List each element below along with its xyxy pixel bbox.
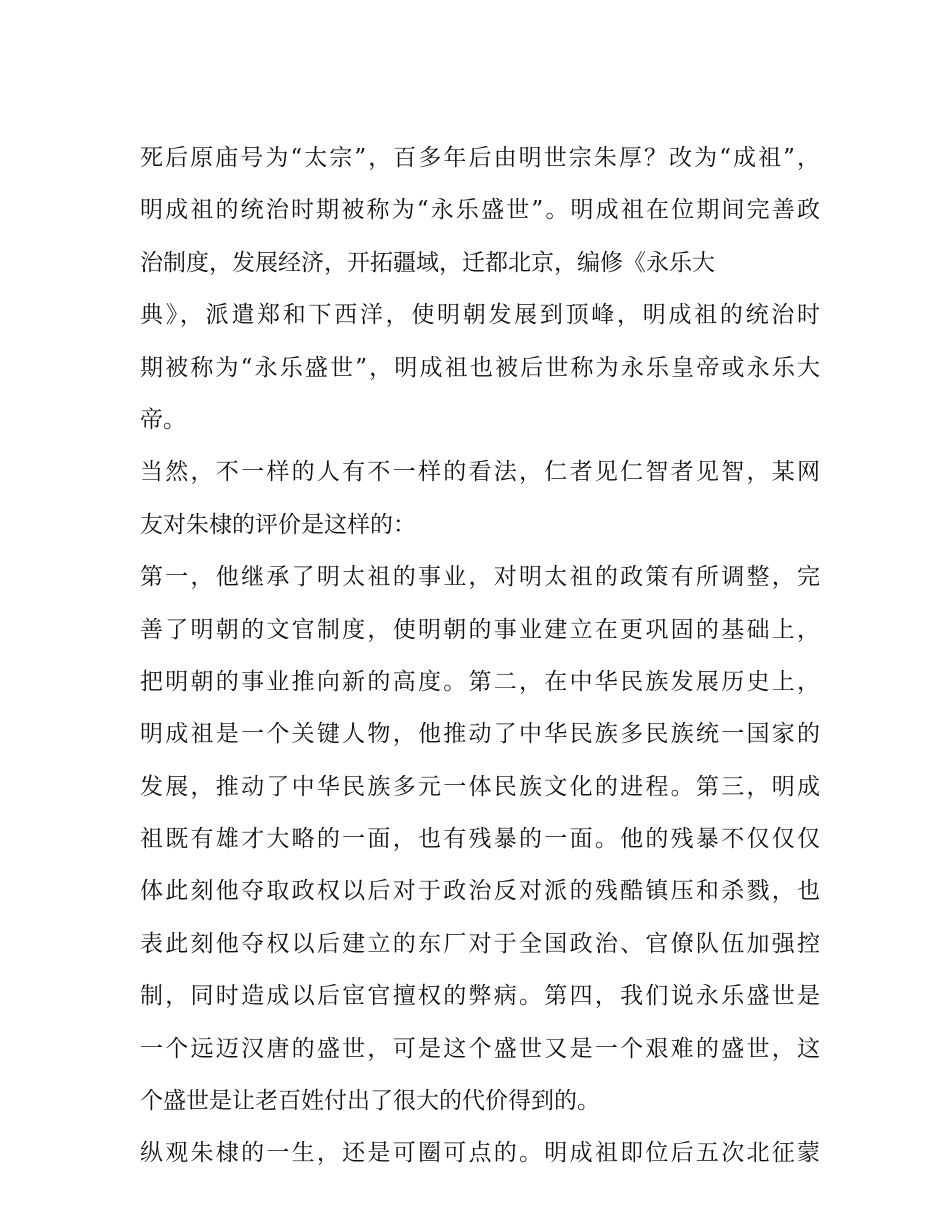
- text-line: 纵观朱棣的一生，还是可圈可点的。明成祖即位后五次北征蒙: [140, 1140, 820, 1167]
- text-line: 治制度，发展经济，开拓疆域，迁都北京，编修《永乐大: [140, 249, 715, 276]
- text-line: 祖既有雄才大略的一面，也有残暴的一面。他的残暴不仅仅仅: [140, 826, 820, 853]
- text-line: 明成祖的统治时期被称为“永乐盛世”。明成祖在位期间完善政: [140, 197, 820, 224]
- text-line: 明成祖是一个关键人物，他推动了中华民族多民族统一国家的: [140, 721, 820, 748]
- text-line: 个盛世是让老百姓付出了很大的代价得到的。: [140, 1088, 600, 1115]
- text-line: 帝。: [140, 406, 186, 433]
- body-text: [140, 132, 820, 1180]
- text-line: 友对朱棣的评价是这样的：: [140, 511, 416, 538]
- text-line: 期被称为“永乐盛世”，明成祖也被后世称为永乐皇帝或永乐大: [140, 354, 820, 381]
- text-line: 第一，他继承了明太祖的事业，对明太祖的政策有所调整，完: [140, 564, 820, 591]
- text-line: 发展，推动了中华民族多元一体民族文化的进程。第三，明成: [140, 773, 820, 800]
- text-line: 当然，不一样的人有不一样的看法，仁者见仁智者见智，某网: [140, 459, 820, 486]
- text-line: 一个远迈汉唐的盛世，可是这个盛世又是一个艰难的盛世，这: [140, 1035, 820, 1062]
- text-line: 表此刻他夺权以后建立的东厂对于全国政治、官僚队伍加强控: [140, 930, 820, 957]
- text-line: 典》，派遣郑和下西洋，使明朝发展到顶峰，明成祖的统治时: [140, 302, 820, 329]
- text-line: 善了明朝的文官制度，使明朝的事业建立在更巩固的基础上，: [140, 616, 820, 643]
- text-line: 制，同时造成以后宦官擅权的弊病。第四，我们说永乐盛世是: [140, 983, 820, 1010]
- text-line: 把明朝的事业推向新的高度。第二，在中华民族发展历史上，: [140, 668, 820, 695]
- text-line: 死后原庙号为“太宗”，百多年后由明世宗朱厚？改为“成祖”，: [140, 145, 820, 171]
- text-line: 体此刻他夺取政权以后对于政治反对派的残酷镇压和杀戮，也: [140, 878, 820, 905]
